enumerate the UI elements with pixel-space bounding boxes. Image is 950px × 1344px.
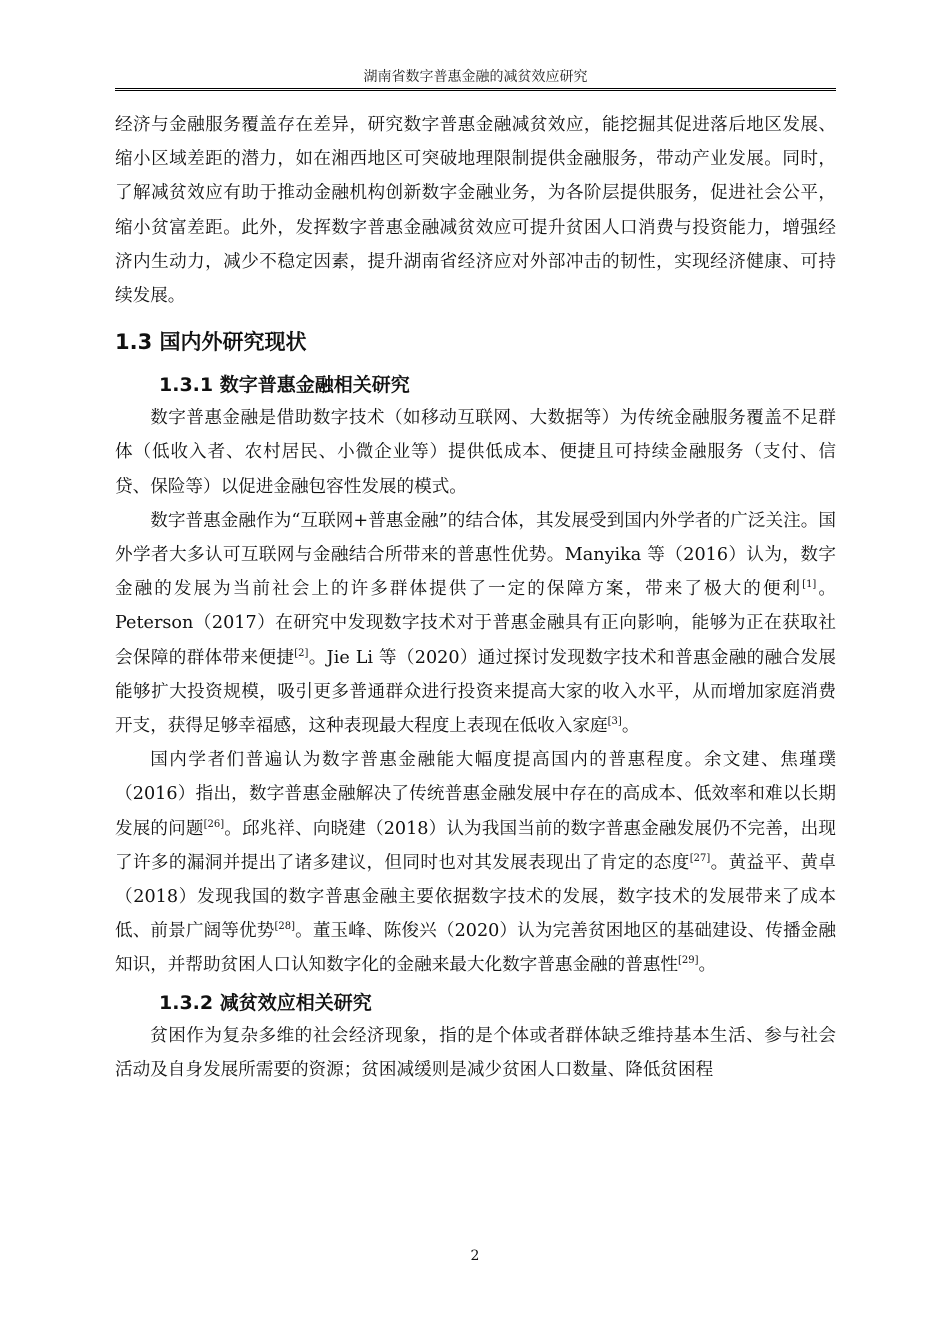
header-double-rule — [115, 88, 836, 91]
text-run: 。黄益平、黄卓（2018）发现我国的数字普惠金融主要依据数字技术的发展，数字技术的发展带来了成本低、前景广阔等优势 — [115, 852, 836, 942]
text-run: 。董玉峰、陈俊兴（2020）认为完善贫困地区的基础建设、传播金融知识，并帮助贫困人口认知数字化的金融来最大化数字普惠金融的普惠性 — [115, 921, 836, 976]
citation-ref: [3] — [607, 716, 622, 728]
text-run: 。Peterson（2017）在研究中发现数字技术对于普惠金融具有正向影响，能够为正在获取社会保障的群体带来便捷 — [115, 579, 836, 668]
paragraph-domestic-research — [115, 743, 836, 982]
subsection-heading-1-3-1: 1.3.1 数字普惠金融相关研究 — [159, 374, 410, 397]
text-run: 。Jie Li 等（2020）通过探讨发现数字技术和普惠金融的融合发展能够扩大投资规模，吸引更多普通群众进行投资来提高大家的收入水平，从而增加家庭消费开支，获得足够幸福感，这种表现最大程度上表现在低收入家庭 — [115, 647, 836, 737]
citation-ref: [1] — [802, 579, 817, 591]
citation-ref: [27] — [689, 853, 711, 864]
subsection-heading-1-3-2: 1.3.2 减贫效应相关研究 — [159, 991, 372, 1014]
text-run: 。 — [698, 955, 717, 976]
paragraph-poverty-definition: 贫困作为复杂多维的社会经济现象，指的是个体或者群体缺乏维持基本生活、参与社会活动及自身发展所需要的资源；贫困减缓则是减少贫困人口数量、降低贫困程 — [115, 1025, 836, 1080]
paragraph-continuation: 经济与金融服务覆盖存在差异，研究数字普惠金融减贫效应，能挖掘其促进落后地区发展、缩小区域差距的潜力，如在湘西地区可突破地理限制提供金融服务，带动产业发展。同时，了解减贫效应有助于推动金融机构创新数字金融业务，为各阶层提供服务，促进社会公平，缩小贫富差距。此外，发挥数字普惠金融减贫效应可提升贫困人口消费与投资能力，增强经济内生动力，减少不稳定因素，提升湖南省经济应对外部冲击的韧性，实现经济健康、可持续发展。 — [115, 115, 836, 307]
paragraph-foreign-research — [115, 504, 836, 743]
text-run: 。邱兆祥、向晓建（2018）认为我国当前的数字普惠金融发展仍不完善，出现了许多的漏洞并提出了诸多建议，但同时也对其发展表现出了肯定的态度 — [115, 818, 836, 873]
text-run: 国内学者们普遍认为数字普惠金融能大幅度提高国内的普惠程度。余文建、焦瑾璞（2016）指出，数字普惠金融解决了传统普惠金融发展中存在的高成本、低效率和难以长期发展的问题 — [115, 750, 836, 839]
citation-ref: [26] — [203, 818, 225, 830]
citation-ref: [28] — [274, 921, 295, 933]
running-header-title: 湖南省数字普惠金融的减贫效应研究 — [363, 69, 588, 85]
citation-ref: [29] — [678, 955, 699, 967]
page-number: 2 — [470, 1248, 480, 1264]
page-body — [115, 108, 836, 1087]
text-run: 数字普惠金融作为“互联网+普惠金融”的结合体，其发展受到国内外学者的广泛关注。国外学者大多认可互联网与金融结合所带来的普惠性优势。Manyika 等（2016）认为，数字金融的发展为当前社会上的许多群体提供了一定的保障方案，带来了极大的便利 — [115, 510, 836, 600]
paragraph-definition: 数字普惠金融是借助数字技术（如移动互联网、大数据等）为传统金融服务覆盖不足群体（低收入者、农村居民、小微企业等）提供低成本、便捷且可持续金融服务（支付、信贷、保险等）以促进金融包容性发展的模式。 — [115, 408, 836, 497]
citation-ref: [2] — [294, 647, 309, 659]
section-heading-1-3: 1.3 国内外研究现状 — [115, 330, 307, 355]
text-run: 。 — [621, 716, 640, 737]
